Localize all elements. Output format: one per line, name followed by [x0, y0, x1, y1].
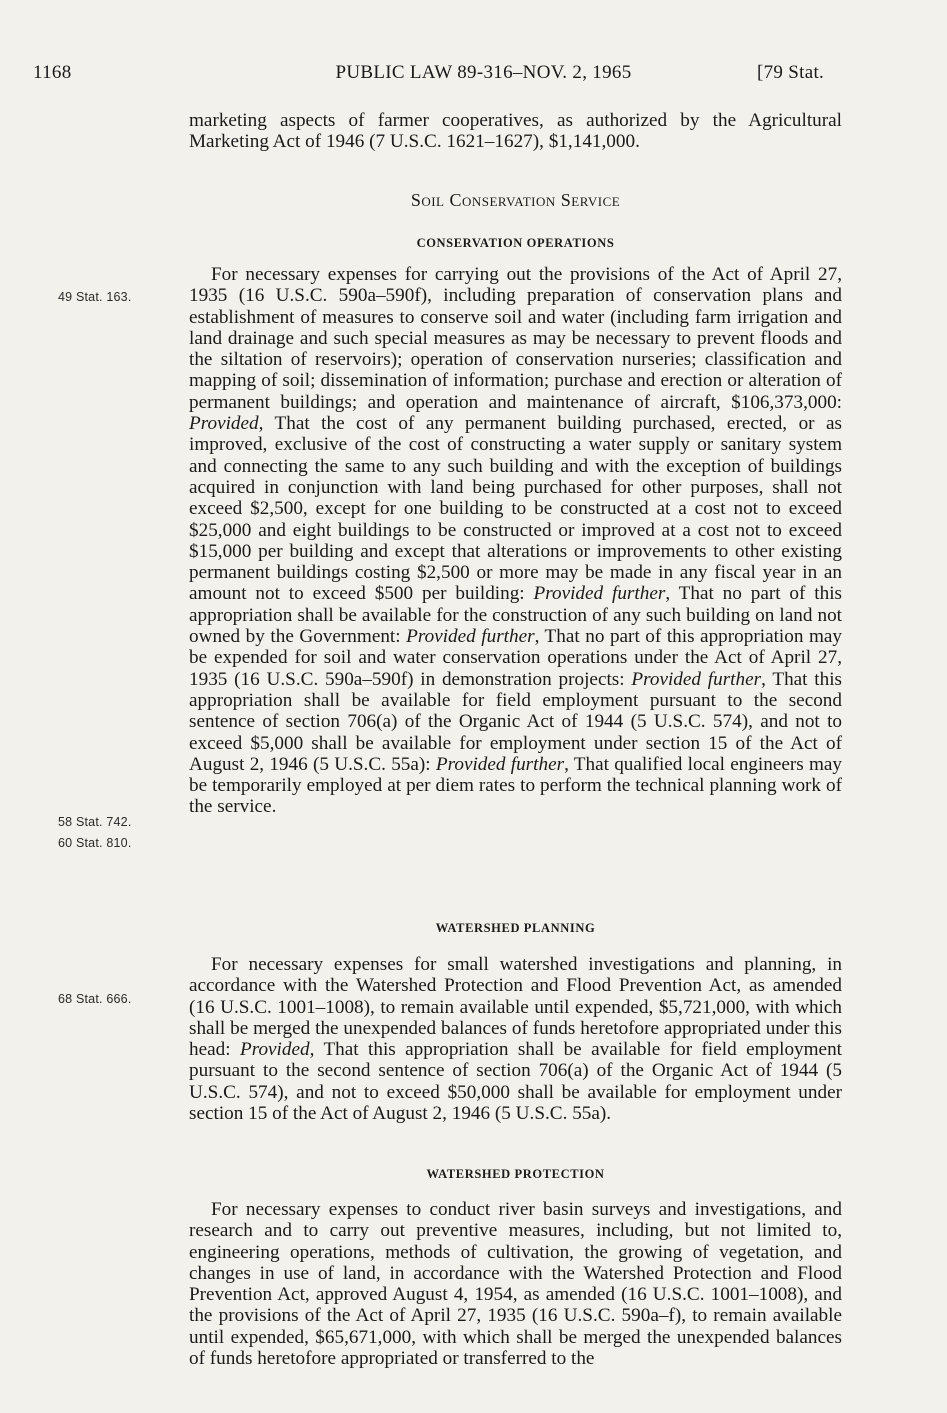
- proviso-term: Provided further: [533, 583, 666, 605]
- intro-paragraph: marketing aspects of farmer cooperatives, as authorized by the Agricultural Marketing Act of 1946 (7 U.S.C. 1621–1627), $1,141,000.: [189, 110, 842, 153]
- paragraph-text: , That qualified local engineers may be temporarily employed at per diem rates to perform the technical planning work of the service.: [189, 753, 842, 818]
- paragraph-text: , That no part of this appropriation shall be available for the construction of any such building on land not owned by the Government:: [189, 583, 842, 648]
- proviso-term: Provided: [239, 1039, 310, 1061]
- paragraph-text: , That this appropriation shall be available for field employment pursuant to the second sentence of section 706(a) of the Organic Act of 1944 (5 U.S.C. 574), and not to exceed $50,000 shall be available for employment under section 15 of the Act of August 2, 1946 (5 U.S.C. 55a).: [189, 1039, 842, 1125]
- proviso-term: Provided further: [406, 626, 535, 648]
- watershed-planning-block: [189, 954, 842, 1124]
- intro-block: [189, 110, 842, 153]
- conservation-operations-paragraph: [189, 264, 842, 818]
- paragraph-text: , That no part of this appropriation may be expended for soil and water conservation operations under the Act of April 27, 1935 (16 U.S.C. 590a–590f) in demonstration projects:: [189, 626, 842, 690]
- section-heading-watershed-planning: WATERSHED PLANNING: [435, 921, 596, 935]
- running-title: PUBLIC LAW 89-316–NOV. 2, 1965: [335, 62, 632, 83]
- paragraph-text: For necessary expenses for small watershed investigations and planning, in accordance with the Watershed Protection and Flood Prevention Act, as amended (16 U.S.C. 1001–1008), to remain available until expended, $5,721,000, with which shall be merged the unexpended balances of funds heretofore appropriated under this head:: [189, 954, 842, 1061]
- page-number: 1168: [33, 62, 72, 83]
- margin-note-58-stat: 58 Stat. 742.: [58, 815, 132, 829]
- margin-note-60-stat: 60 Stat. 810.: [58, 836, 132, 850]
- proviso-term: Provided: [189, 413, 259, 435]
- watershed-protection-paragraph: For necessary expenses to conduct river basin surveys and investigations, and research and to carry out preventive measures, including, but not limited to, engineering operations, methods of cultivation, the growing of vegetation, and changes in use of land, in accordance with the Watershed Protection and Flood Prevention Act, approved August 4, 1954, as amended (16 U.S.C. 1001–1008), and the provisions of the Act of April 27, 1935 (16 U.S.C. 590a–f), to remain available until expended, $65,671,000, with which shall be merged the unexpended balances of funds heretofore appropriated or transferred to the: [189, 1199, 842, 1370]
- agency-heading: Soil Conservation Service: [410, 190, 621, 210]
- paragraph-text: For necessary expenses for carrying out the provisions of the Act of April 27, 1935 (16 U.S.C. 590a–590f), including preparation of conservation plans and establishment of measures to conserve soil and water (including farm irrigation and land drainage and such special measures as may be necessary to prevent floods and the siltation of reservoirs); operation of conservation nurseries; classification and mapping of soil; dissemination of information; purchase and erection or alteration of permanent buildings; and operation and maintenance of aircraft, $106,373,000:: [189, 264, 842, 413]
- conservation-operations-block: [189, 264, 842, 818]
- proviso-term: Provided further: [631, 668, 762, 690]
- watershed-protection-block: [189, 1199, 842, 1369]
- section-heading-conservation-operations: CONSERVATION OPERATIONS: [416, 236, 615, 250]
- paragraph-text: , That this appropriation shall be available for field employment pursuant to the second sentence of section 706(a) of the Organic Act of 1944 (5 U.S.C. 574), and not to exceed $5,000 shall be available for employment under section 15 of the Act of August 2, 1946 (5 U.S.C. 55a):: [189, 668, 843, 775]
- margin-note-68-stat: 68 Stat. 666.: [58, 992, 132, 1006]
- watershed-planning-paragraph: [189, 954, 842, 1124]
- volume-reference: [79 Stat.: [757, 62, 825, 83]
- paragraph-text: , That the cost of any permanent building purchased, erected, or as improved, exclusive of the cost of constructing a water supply or sanitary system and connecting the same to any such building and with the exception of buildings acquired in conjunction with land being purchased for other purposes, shall not exceed $2,500, except for one building to be constructed at a cost not to exceed $25,000 and eight buildings to be constructed or improved at a cost not to exceed $15,000 per building and except that alterations or improvements to other existing permanent buildings costing $2,500 or more may be made in any fiscal year in an amount not to exceed $500 per building:: [189, 413, 842, 605]
- margin-note-49-stat: 49 Stat. 163.: [58, 290, 132, 304]
- section-heading-watershed-protection: WATERSHED PROTECTION: [426, 1167, 605, 1181]
- proviso-term: Provided further: [435, 753, 565, 775]
